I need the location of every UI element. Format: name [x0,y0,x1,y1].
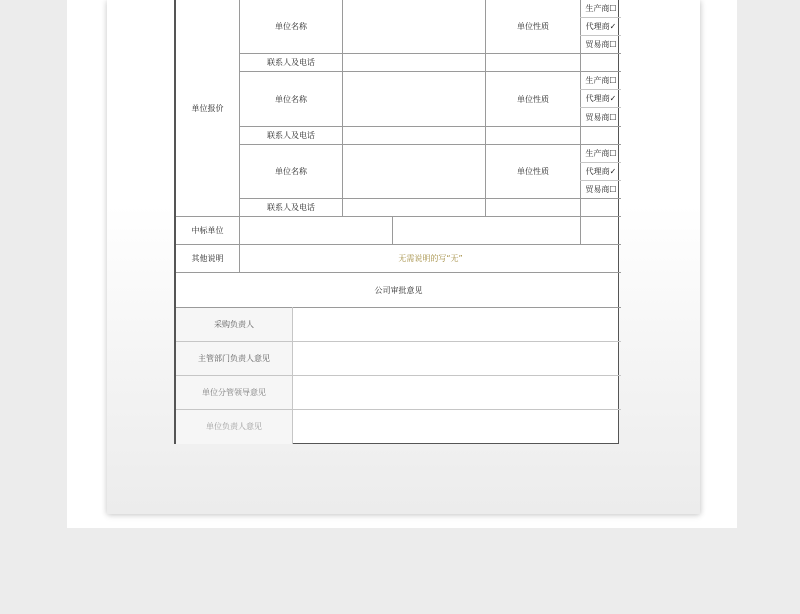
supplier-nature-label: 单位性质 [517,22,549,31]
quote-label: 单位报价 [191,103,224,113]
winner-label: 中标单位 [191,226,224,235]
contact-label: 联系人及电话 [267,58,315,67]
approval-unit-head-value[interactable] [293,410,621,443]
supplier-name-value[interactable] [343,145,485,198]
checkbox-empty-icon[interactable]: ☐ [609,185,617,194]
option-trader[interactable] [581,108,621,126]
supplier-nature-label: 单位性质 [517,167,549,176]
supplier-name-label: 单位名称 [275,22,307,31]
review-title: 公司审批意见 [374,285,423,295]
option-agent[interactable] [581,163,621,180]
option-manufacturer[interactable] [581,72,621,89]
approval-purchasing-label: 采购负责人 [214,320,254,329]
approval-dept-head-value[interactable] [293,342,621,375]
option-manufacturer[interactable] [581,0,621,17]
option-label: 代理商 [585,167,610,176]
supplier-name-label: 单位名称 [275,94,307,104]
contact-value[interactable] [343,199,485,216]
approval-dept-head-label: 主管部门负责人意见 [198,354,270,363]
option-label: 生产商 [585,4,610,13]
supplier-name-value[interactable] [343,72,485,126]
option-trader[interactable] [581,36,621,53]
contact-value[interactable] [343,127,485,144]
checkbox-empty-icon[interactable]: ☐ [609,4,617,13]
option-agent[interactable] [581,18,621,35]
checkbox-empty-icon[interactable]: ☐ [609,40,617,49]
option-agent[interactable] [581,90,621,107]
checkbox-empty-icon[interactable]: ☐ [609,112,617,122]
supplier-nature-label: 单位性质 [517,94,549,104]
option-label: 代理商 [585,94,610,103]
approval-division-leader-value[interactable] [293,376,621,409]
check-mark-icon[interactable]: ✓ [609,22,617,31]
approval-division-leader-label: 单位分管领导意见 [202,388,266,397]
checkbox-empty-icon[interactable]: ☐ [609,149,617,158]
option-label: 生产商 [585,149,610,158]
contact-label: 联系人及电话 [267,131,315,140]
procurement-form [174,0,619,444]
option-label: 贸易商 [585,185,610,194]
option-manufacturer[interactable] [581,145,621,162]
winner-extra[interactable] [393,217,580,244]
option-label: 贸易商 [585,40,610,49]
checkbox-empty-icon[interactable]: ☐ [609,76,617,85]
check-mark-icon[interactable]: ✓ [609,94,617,103]
approval-unit-head-label: 单位负责人意见 [206,422,262,431]
contact-label: 联系人及电话 [267,203,315,212]
supplier-name-value[interactable] [343,0,485,53]
check-mark-icon[interactable]: ✓ [609,167,617,176]
option-label: 贸易商 [585,112,610,122]
approval-purchasing-value[interactable] [293,308,621,341]
contact-value[interactable] [343,54,485,71]
winner-value[interactable] [240,217,392,244]
other-label: 其他说明 [191,254,224,263]
supplier-name-label: 单位名称 [275,167,307,176]
option-label: 代理商 [585,22,610,31]
option-label: 生产商 [585,76,610,85]
option-trader[interactable] [581,181,621,198]
other-note[interactable]: 无需说明的写“无” [398,254,463,263]
